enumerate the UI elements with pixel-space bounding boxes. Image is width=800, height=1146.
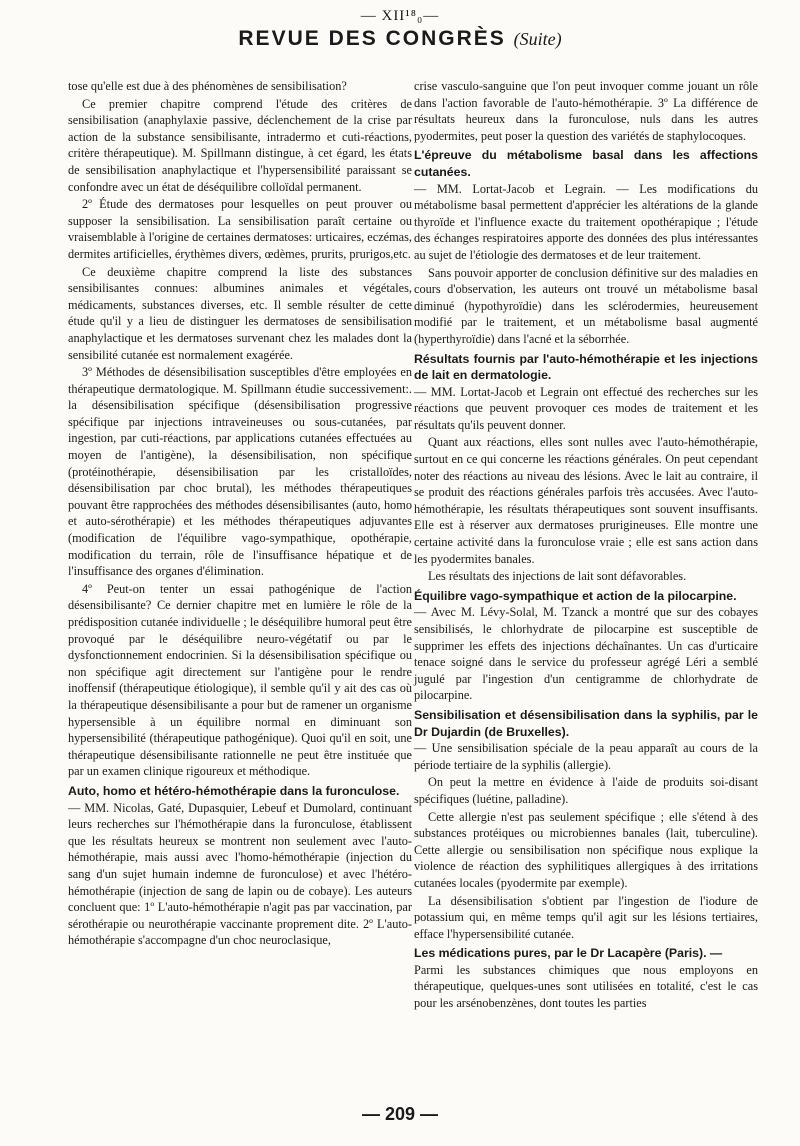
section-heading: Équilibre vago-sympathique et action de la pilocarpine. [414, 588, 737, 603]
paragraph: 2º Étude des dermatoses pour lesquelles on peut prouver ou supposer la sensibilisation. La sensibilisation paraît certaine ou vraisemblable à l'origine de certaines dermatoses: urticaires, eczémas, dermites artificielles, érythèmes divers, œdèmes, prurits, prurigos,etc. [68, 197, 412, 261]
page-header [0, 8, 800, 51]
section-heading: Les médications pures, par le Dr Lacapère (Paris). — [414, 946, 723, 961]
paragraph: Les résultats des injections de lait sont défavorables. [428, 569, 687, 584]
paragraph: crise vasculo-sanguine que l'on peut invoquer comme jouant un rôle dans l'action favorable de l'auto-hémothérapie. 3º La différence de résultats heureux dans la furonculose, nuls dans les autres pyodermites, peut poser la question des variétés de staphylocoques. [414, 79, 758, 143]
page-roman-numeral: — XII¹⁸₀— [360, 8, 440, 24]
paragraph: Parmi les substances chimiques que nous employons en thérapeutique, quelques-unes sont utilisées en totalité, c'est le cas pour les arsénobenzènes, dont toutes les parties [414, 962, 758, 1011]
paragraph: — MM. Lortat-Jacob et Legrain. — Les modifications du métabolisme basal permettent d'apprécier les altérations de la glande thyroïde et l'influence exacte du traitement opothérapique ; l'étude des échanges respiratoires apporte des données des plus intéressantes au sujet de l'étiologie des dermatoses et de leur traitement. [414, 181, 758, 262]
paragraph: Ce deuxième chapitre comprend la liste des substances sensibilisantes connues: albumines animales et végétales, médicaments, substances diverses, etc. Il semble résulter de cette étude qu'il y a lieu de distinguer les dermatoses de sensibilisation anaphylactique et les dermatoses survenant chez les malades dont la sensibilité cutanée est normalement exagérée. [68, 264, 412, 362]
paragraph: 4º Peut-on tenter un essai pathogénique de l'action désensibilisante? Ce dernier chapitre met en lumière le rôle de la prédisposition cutanée individuelle ; le déséquilibre humoral peut être provoqué par le déséquilibre neuro-végétatif ou par le dysfonctionnement endocrinien. Si la désensibilisation spécifique ou non spécifique agit directement sur l'antigène pour le rendre inoffensif (thérapeutique étiologique), il semble qu'il y ait des cas où la thérapeutique désensibilisante a pour but de ramener un organisme hypersensible à un équilibre normal en diminuant son hypersensibilité (thérapeutique pathogénique). Quoi qu'il en soit, une thérapeutique désensibilisante rationnelle ne peut être instituée que par un examen clinique rigoureux et méthodique. [68, 581, 412, 779]
paragraph: Cette allergie n'est pas seulement spécifique ; elle s'étend à des substances protéiques ou microbiennes banales (lait, tuberculine). Cette allergie ou sensibilisation non spécifique nous explique la violence de réaction des syphilitiques allergiques à des irritations cutanées locales (pyodermite par exemple). [414, 809, 758, 890]
title-text: REVUE DES CONGRÈS [238, 27, 506, 50]
title-suffix: (Suite) [513, 29, 562, 49]
paragraph: On peut la mettre en évidence à l'aide de produits soi-disant spécifiques (luétine, palladine). [414, 775, 758, 806]
paragraph: — MM. Lortat-Jacob et Legrain ont effectué des recherches sur les réactions que peuvent provoquer ces modes de traitement et les résultats qu'ils peuvent donner. [414, 384, 758, 432]
section-heading: L'épreuve du métabolisme basal dans les affections cutanées. [414, 148, 758, 179]
page-number: — 209 — [361, 1104, 439, 1124]
paragraph: — Avec M. Lévy-Solal, M. Tzanck a montré que sur des cobayes sensibilisés, le chlorhydrate de pilocarpine est susceptible de supprimer les effets des injections déchaînantes. Un cas d'urticaire tenace soigné dans le service du professeur agrégé Léri a semblé jugulé par l'ingestion d'un centigramme de chlorhydrate de pilocarpine. [414, 605, 758, 703]
right-column [414, 78, 758, 1013]
paragraph: tose qu'elle est due à des phénomènes de sensibilisation? [68, 79, 347, 93]
paragraph: — MM. Nicolas, Gaté, Dupasquier, Lebeuf et Dumolard, continuant leurs recherches sur l'hémothérapie dans la furonculose, établissent que les résultats heureux se montrent non seulement avec l'auto-hémothérapie, mais aussi avec l'homo-hémothérapie (injection du sang d'un sujet humain indemne de furonculose) et avec l'hétéro-hémothérapie (injection de sang de lapin ou de cobaye). Les auteurs concluent que: 1º L'auto-hémothérapie n'agit pas par vaccination, par sérothérapie ou neurothérapie vaccinante proprement dite. 2º L'auto-hémothérapie s'accompagne d'un choc neuroclasique, [68, 800, 412, 948]
paragraph: 3º Méthodes de désensibilisation susceptibles d'être employées en thérapeutique dermatologique. M. Spillmann étudie successivement:. la désensibilisation spécifique (désensibilisation progressive spécifique par injections intraveineuses ou sous-cutanées, par ingestion, par cuti-réactions, par applications cutanées effectuées au moyen de l'antigène), la désensibilisation, non spécifique (protéinothérapie, désensibilisation par les cristalloïdes, désensibilisation par choc brutal), les méthodes thérapeutiques pouvant être rapprochées des méthodes désensibilisantes (auto, homo et auto-sérothérapie) et les méthodes thérapeutiques adjuvantes (modification de l'équilibre vago-sympathique, opothérapie, modification du terrain, rôle de l'insuffisance hépatique et de l'insuffisance des organes d'élimination. [68, 365, 412, 579]
section-heading: Sensibilisation et désensibilisation dans la syphilis, par le Dr Dujardin (de Bruxelles). [414, 707, 758, 739]
journal-title [0, 27, 800, 51]
section-heading: Auto, homo et hétéro-hémothérapie dans la furonculose. [68, 783, 400, 798]
left-column [68, 78, 412, 950]
paragraph: Quant aux réactions, elles sont nulles avec l'auto-hémothérapie, surtout en ce qui concerne les réactions générales. On peut cependant noter des réactions au niveau des lésions. Avec le lait au contraire, il se produit des réactions générales parfois très accusées. Avec l'auto-hémothérapie, les résultats thérapeutiques sont souvent insuffisants. Elle est à réserver aux dermatoses prurigineuses. Elle montre une certaine activité dans la furonculose vraie ; elle est sans action dans les pyodermites banales. [414, 435, 758, 566]
paragraph: Ce premier chapitre comprend l'étude des critères de sensibilisation (anaphylaxie passive, déclenchement de la crise par action de la substance sensibilisante, intradermo et cuti-réactions, critère thérapeutique). M. Spillmann distingue, à cet égard, les états de sensibilisation anaphylactique et l'hypersensibilité paraissant se confondre avec un état de déséquilibre colloïdal permanent. [68, 96, 412, 194]
paragraph: Sans pouvoir apporter de conclusion définitive sur des maladies en cours d'observation, les auteurs ont trouvé un métabolisme basal diminué (hypothyroïdie) dans les sclérodermies, heureusement modifié par le traitement, et un métabolisme basal augmenté (hyperthyroïdie) dans l'acné et la séborrhée. [414, 265, 758, 346]
paragraph: La désensibilisation s'obtient par l'ingestion de l'iodure de potassium qui, en même temps qu'il agit sur les lésions tertiaires, efface l'hypersensibilité cutanée. [414, 893, 758, 941]
section-heading: Résultats fournis par l'auto-hémothérapie et les injections de lait en dermatologie. [414, 351, 758, 383]
paragraph: — Une sensibilisation spéciale de la peau apparaît au cours de la période tertiaire de la syphilis (allergie). [414, 741, 758, 772]
